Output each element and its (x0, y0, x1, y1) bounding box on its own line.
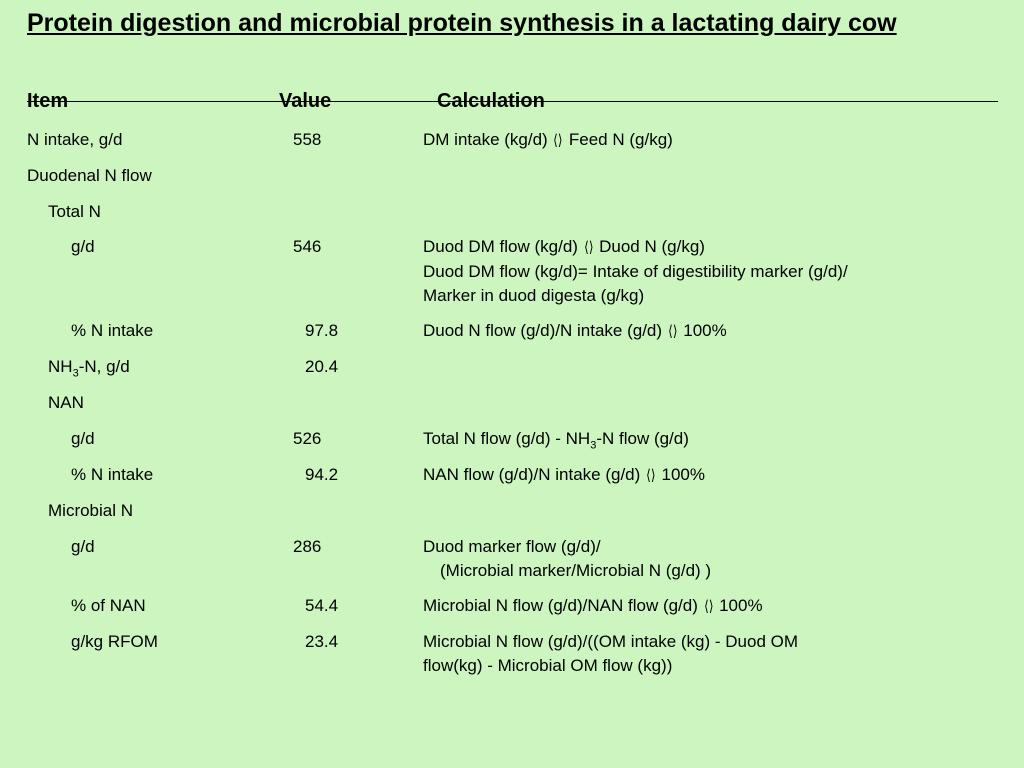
row-value: 20.4 (305, 357, 339, 376)
row-item: g/d (71, 429, 95, 448)
row-calculation: Duod N flow (g/d)/N intake (g/d) ⟨⟩ 100% (423, 319, 727, 344)
row-value: 94.2 (305, 465, 339, 484)
multiply-icon: ⟨⟩ (553, 132, 563, 149)
row-item: % N intake (71, 465, 154, 484)
row-item: % N intake (71, 321, 154, 340)
row-value: 97.8 (305, 321, 339, 340)
row-calculation: Duod marker flow (g/d)/ (Microbial marker/Microbial N (g/d) ) (423, 537, 712, 580)
row-value: 546 (293, 237, 322, 256)
row-value: 286 (293, 537, 322, 556)
column-header-value: Value (279, 90, 332, 112)
row-value: 526 (293, 429, 322, 448)
row-item: g/kg RFOM (71, 632, 158, 651)
page-title: Protein digestion and microbial protein synthesis in a lactating dairy cow (27, 9, 897, 37)
table-header (0, 89, 1024, 115)
row-calculation: DM intake (kg/d) ⟨⟩ Feed N (g/kg) (423, 128, 673, 153)
row-calculation: Duod DM flow (kg/d) ⟨⟩ Duod N (g/kg) Duod DM flow (kg/d)= Intake of digestibility marker (g/d)/ Marker in duod digesta (g/kg) (423, 237, 848, 305)
column-header-item: Item (27, 90, 69, 112)
row-item: Microbial N (48, 501, 134, 520)
row-calculation: NAN flow (g/d)/N intake (g/d) ⟨⟩ 100% (423, 463, 705, 488)
row-item: $NH_3-N$, g/d (48, 357, 130, 380)
row-item: g/d (71, 237, 95, 256)
multiply-icon: ⟨⟩ (646, 467, 656, 484)
multiply-icon: ⟨⟩ (667, 323, 678, 340)
multiply-icon: ⟨⟩ (703, 598, 714, 615)
row-item: g/d (71, 537, 95, 556)
row-calculation: Total N flow $(g/d) - NH_3-N$ flow (g/d) (423, 429, 689, 452)
row-item: % of NAN (71, 596, 146, 615)
column-header-calculation: Calculation (437, 90, 545, 112)
row-value: 23.4 (305, 632, 339, 651)
row-value: 558 (293, 130, 322, 149)
row-value: 54.4 (305, 596, 339, 615)
row-item: NAN (48, 393, 84, 412)
row-item: N intake, g/d (27, 130, 123, 149)
header-rule (27, 101, 998, 102)
row-calculation: Microbial N flow (g/d)/NAN flow (g/d) ⟨⟩ 100% (423, 594, 763, 619)
row-item: Total N (48, 202, 101, 221)
row-item: Duodenal N flow (27, 166, 152, 185)
multiply-icon: ⟨⟩ (583, 239, 594, 256)
row-calculation: Microbial N flow (g/d)/((OM intake (kg) - Duod OM flow(kg) - Microbial OM flow (kg)) (423, 632, 799, 675)
